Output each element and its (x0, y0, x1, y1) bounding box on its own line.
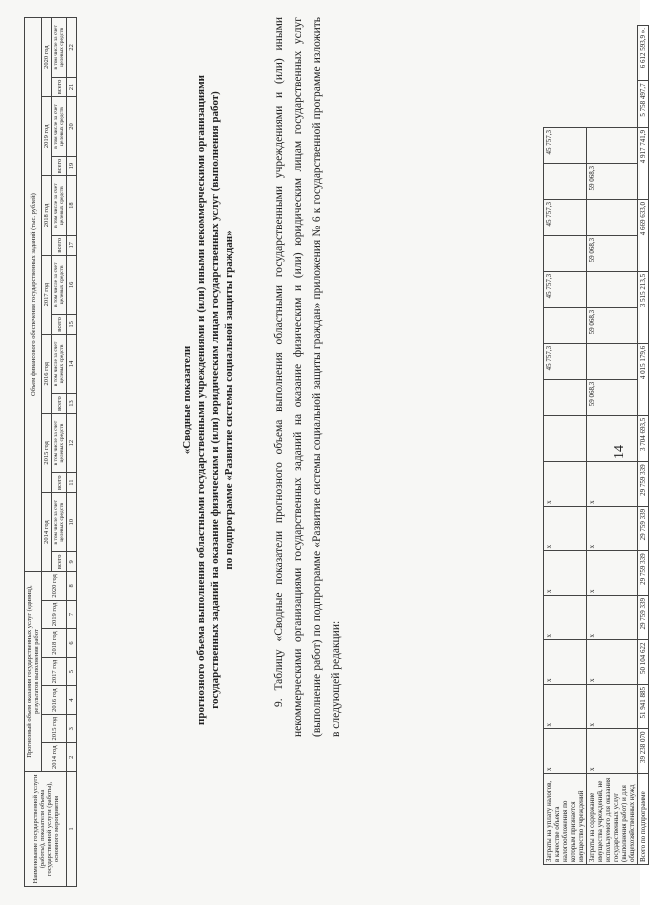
cell: 50 104 622 (638, 640, 649, 685)
subheader: всего (52, 156, 67, 176)
col-number: 9 (67, 552, 77, 572)
subheader: в том числе за счет целевых средств (52, 334, 67, 394)
col-number: 8 (67, 572, 77, 601)
cell (544, 379, 587, 415)
year-header: 2015 год (42, 413, 52, 492)
cell: 5 758 497,7 (638, 81, 649, 128)
year-header: 2017 год (42, 657, 67, 686)
cell: 51 941 885 (638, 684, 649, 729)
cell: 45 757,3 (544, 199, 587, 235)
cell: x (587, 506, 638, 551)
col-number: 13 (67, 394, 77, 414)
top-table (543, 25, 649, 865)
row-label: Всего по подпрограмме (638, 774, 649, 865)
cell: 45 757,3 (544, 343, 587, 379)
year-header: 2016 год (42, 686, 67, 715)
cell (587, 415, 638, 462)
cell (587, 271, 638, 307)
cell: x (587, 595, 638, 640)
col-number: 3 (67, 714, 77, 743)
col-number: 18 (67, 176, 77, 236)
cell: x (587, 462, 638, 507)
cell: x (587, 640, 638, 685)
cell: x (544, 640, 587, 685)
cell: 29 759 339 (638, 506, 649, 551)
heading-line: государственных заданий на оказание физическим и (или) юридическим лицам государственных услуг (выполнения работ) (209, 91, 221, 709)
subheader: в том числе за счет целевых средств (52, 255, 67, 315)
cell: 39 238 070 (638, 729, 649, 774)
heading-line: по подпрограмме «Развитие системы социальной защиты граждан» (223, 230, 235, 570)
cell: 59 068,3 (587, 307, 638, 343)
header-row (42, 18, 52, 887)
number-row (67, 18, 77, 887)
cell: x (544, 595, 587, 640)
page-number: 14 (612, 445, 627, 459)
group2-header: Объем финансового обеспечения государственных заданий (тыс. рублей) (25, 18, 42, 572)
year-header: 2019 год (42, 600, 67, 629)
year-header: 2015 год (42, 714, 67, 743)
year-header: 2014 год (42, 743, 67, 772)
col1-header: Наименование государственной услуги (работы), показателя объема государственной услуги (работы), основного мероприятия (25, 772, 67, 887)
header-row (25, 18, 42, 887)
subheader: всего (52, 552, 67, 572)
cell: 59 068,3 (587, 235, 638, 271)
col-number: 16 (67, 255, 77, 315)
subheader: всего (52, 394, 67, 414)
col-number: 22 (67, 18, 77, 78)
cell: 3 704 693,5 (638, 415, 649, 462)
cell (544, 235, 587, 271)
col-number: 19 (67, 156, 77, 176)
cell: 4 917 741,9 (638, 128, 649, 200)
col-number: 5 (67, 657, 77, 686)
subheader: в том числе за счет целевых средств (52, 413, 67, 473)
cell (544, 307, 587, 343)
col-number: 12 (67, 413, 77, 473)
heading-line: «Сводные показатели (181, 345, 193, 455)
cell: 59 068,3 (587, 163, 638, 199)
col-number: 11 (67, 473, 77, 493)
row-label: Затраты на содержание имущества учреждений, не используемого для оказания государственных услуг (выполнения работ) и для общехозяйственных нужд (587, 774, 638, 865)
paragraph-text: 9. Таблицу «Сводные показатели прогнозного объема выполнения областными государственными учреждениями и (или) иными некоммерческими организациями государственных заданий на оказание физическим и (или) юридическим лицам государственных услуг (выполнение работ) по подпрограмме «Развитие системы социальной защиты граждан» приложения № 6 к государственной программе изложить в следующей редакции: (273, 17, 342, 737)
subheader: в том числе за счет целевых средств (52, 176, 67, 236)
subheader: в том числе за счет целевых средств (52, 18, 67, 78)
subheader: в том числе за счет целевых средств (52, 97, 67, 157)
col-number: 1 (67, 772, 77, 887)
col-number: 20 (67, 97, 77, 157)
year-header: 2014 год (42, 492, 52, 571)
cell: x (544, 684, 587, 729)
cell: 29 759 339 (638, 595, 649, 640)
table-heading (180, 15, 236, 785)
year-header: 2017 год (42, 255, 52, 334)
col-number: 2 (67, 743, 77, 772)
col-number: 7 (67, 600, 77, 629)
cell (544, 415, 587, 462)
cell (587, 343, 638, 379)
cell: x (587, 551, 638, 596)
year-header: 2020 год (42, 18, 52, 97)
subheader: всего (52, 315, 67, 335)
cell: 4 015 179,6 (638, 343, 649, 415)
table-row (587, 26, 638, 865)
cell: 4 669 633,0 (638, 199, 649, 271)
group1-header: Прогнозный объем оказания государственных услуг (единиц), результатов выполнения работ (25, 572, 42, 772)
cell: 45 757,3 (544, 128, 587, 164)
cell (544, 163, 587, 199)
cell (587, 128, 638, 164)
subheader: всего (52, 473, 67, 493)
cell: 29 759 339 (638, 462, 649, 507)
col-number: 14 (67, 334, 77, 394)
year-header: 2018 год (42, 629, 67, 658)
row-label: Затраты на уплату налогов, в качестве объекта налогообложения по которым признается имущество учреждений (544, 774, 587, 865)
col-number: 10 (67, 492, 77, 552)
table-row (638, 26, 649, 865)
table-row (544, 26, 587, 865)
bottom-table (24, 17, 77, 887)
year-header: 2019 год (42, 97, 52, 176)
year-header: 2020 год (42, 572, 67, 601)
cell: 45 757,3 (544, 271, 587, 307)
col-number: 6 (67, 629, 77, 658)
cell: x (544, 506, 587, 551)
cell: x (587, 684, 638, 729)
year-header: 2018 год (42, 176, 52, 255)
col-number: 4 (67, 686, 77, 715)
subheader: в том числе за счет целевых средств (52, 492, 67, 552)
subheader: всего (52, 235, 67, 255)
col-number: 15 (67, 315, 77, 335)
cell (587, 199, 638, 235)
cell: x (544, 462, 587, 507)
cell: x (544, 551, 587, 596)
amendment-paragraph (270, 17, 346, 737)
cell: x (587, 729, 638, 774)
col-number: 17 (67, 235, 77, 255)
cell: 6 612 593,9 ». (638, 26, 649, 81)
year-header: 2016 год (42, 334, 52, 413)
cell: 59 068,3 (587, 379, 638, 415)
subheader: всего (52, 77, 67, 97)
cell: 3 515 213,5 (638, 271, 649, 343)
cell: x (544, 729, 587, 774)
cell: 29 759 339 (638, 551, 649, 596)
heading-line: прогнозного объема выполнения областными государственными учреждениями и (или) иными некоммерческими организациями (195, 75, 207, 725)
col-number: 21 (67, 77, 77, 97)
